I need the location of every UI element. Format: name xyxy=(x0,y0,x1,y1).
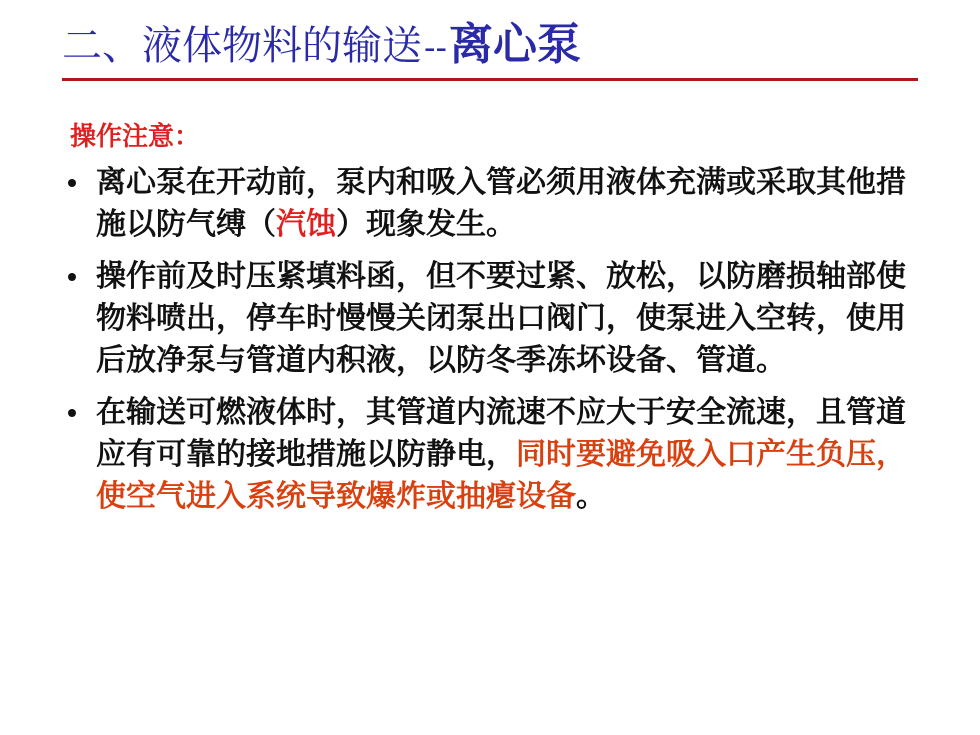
title-dash: -- xyxy=(424,28,447,68)
bullet-highlight: 汽蚀 xyxy=(276,207,336,242)
bullet-text: ）现象发生。 xyxy=(336,207,516,242)
bullet-highlight: 同时要避免吸入口产生负压，使空气进入系统导致爆炸或抽瘪设备 xyxy=(96,437,906,514)
bullet-item-startup xyxy=(64,162,924,246)
bullet-dot-icon xyxy=(68,409,76,417)
bullet-dot-icon xyxy=(68,179,76,187)
bullet-text: 。 xyxy=(576,479,606,514)
title-highlight: 离心泵 xyxy=(448,19,581,70)
section-heading: 操作注意： xyxy=(70,122,201,152)
title-divider xyxy=(62,78,918,81)
bullet-dot-icon xyxy=(68,273,76,281)
title-main: 二、液体物料的输送 xyxy=(62,23,422,69)
bullet-text: 离心泵在开动前，泵内和吸入管必须用液体充满或采取其他措施以防气缚（ xyxy=(96,165,906,242)
bullet-text: 在输送可燃液体时，其管道内流速不应大于安全流速，且管道应有可靠的接地措施以防静电， xyxy=(96,395,906,472)
bullet-list xyxy=(64,162,924,528)
bullet-item-flammable xyxy=(64,392,924,518)
bullet-item-operation xyxy=(64,256,924,382)
slide-title xyxy=(62,8,581,72)
bullet-text: 操作前及时压紧填料函，但不要过紧、放松，以防磨损轴部使物料喷出，停车时慢慢关闭泵出口阀门，使泵进入空转，使用后放净泵与管道内积液，以防冬季冻坏设备、管道。 xyxy=(96,259,906,378)
